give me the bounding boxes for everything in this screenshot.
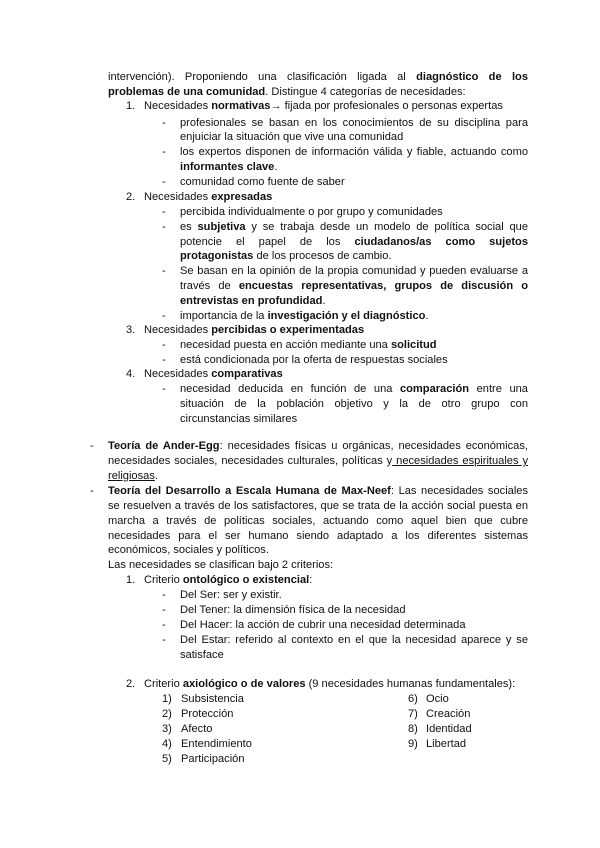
need-4-number: 4. [126, 368, 136, 380]
need-item: Participación [181, 753, 245, 765]
bullet: - [162, 146, 166, 158]
need-1-heading: 1. [126, 100, 136, 112]
need-1-bullet-1-cont: enjuiciar la situación que vive una comunidad [180, 131, 404, 143]
need-item: Identidad [426, 723, 472, 735]
max-neef-line-2: se resuelven a través de los satisfactores, que se trata de la acción social puesta en [108, 500, 528, 512]
max-neef-line-3: marcha a través de políticas sociales, actuando como aquel bien que cubre [108, 515, 528, 527]
need-3-title: Necesidades percibidas o experimentadas [144, 324, 365, 336]
need-2-bullet-2-cont2: protagonistas de los procesos de cambio. [180, 250, 392, 262]
need-1-bullet-2-cont: informantes clave. [180, 161, 278, 173]
criterio-1-item-cont: satisface [180, 649, 224, 661]
max-neef-line-6: Las necesidades se clasifican bajo 2 criterios: [108, 559, 334, 571]
need-4-title: Necesidades comparativas [144, 368, 283, 380]
need-1-bullet-1: profesionales se basan en los conocimientos de su disciplina para [180, 117, 528, 129]
max-neef-line-5: económicos, sociales y políticos. [108, 544, 269, 556]
bullet: - [162, 310, 166, 322]
criterio-1-item: Del Estar: referido al contexto en el que la necesidad aparece y se [180, 634, 528, 646]
need-item: Protección [181, 708, 234, 720]
need-3-bullet-1: necesidad puesta en acción mediante una solicitud [180, 339, 437, 351]
bullet: - [162, 221, 166, 233]
criterio-2-number: 2. [126, 678, 136, 690]
bullet: - [162, 383, 166, 395]
need-2-title: Necesidades expresadas [144, 191, 273, 203]
intro-line-2: problemas de una comunidad. Distingue 4 categorías de necesidades: [108, 86, 466, 98]
criterio-1-item: Del Ser: ser y existir. [180, 589, 282, 601]
need-2-bullet-4: importancia de la investigación y el diagnóstico. [180, 310, 429, 322]
bullet: - [162, 589, 166, 601]
need-3-number: 3. [126, 324, 136, 336]
criterio-1-number: 1. [126, 574, 136, 586]
need-1-bullet-2: los expertos disponen de información válida y fiable, actuando como [180, 146, 528, 158]
need-2-bullet-3-cont: través de encuestas representativas, grupos de discusión o [180, 280, 529, 292]
need-1-bullet-3: comunidad como fuente de saber [180, 176, 345, 188]
need-number: 8) [408, 723, 418, 735]
need-4-bullet-1-cont: situación de la población objetivo y la de otro grupo con [180, 398, 528, 410]
need-item: Afecto [181, 723, 213, 735]
need-2-bullet-3: Se basan en la opinión de la propia comunidad y pueden evaluarse a [180, 265, 528, 277]
criterio-1-title: Criterio ontológico o existencial: [144, 574, 313, 586]
need-item: Libertad [426, 738, 467, 750]
bullet: - [162, 206, 166, 218]
need-number: 7) [408, 708, 418, 720]
need-3-bullet-2: está condicionada por la oferta de respuestas sociales [180, 354, 448, 366]
need-2-bullet-3-cont2: entrevistas en profundidad. [180, 295, 326, 307]
need-number: 5) [162, 753, 172, 765]
max-neef-line-4: necesidades para el ser humano siendo adaptado a los diferentes sistemas [108, 530, 528, 542]
ander-egg-line-1: Teoría de Ander-Egg: necesidades físicas u orgánicas, necesidades económicas, [108, 440, 528, 452]
ander-egg-line-2: necesidades sociales, necesidades culturales, políticas y necesidades espirituales y [108, 455, 528, 467]
need-item: Creación [426, 708, 471, 720]
ander-egg-line-3: religiosas. [108, 470, 158, 482]
max-neef-dash: - [90, 485, 94, 497]
need-item: Subsistencia [181, 693, 244, 705]
bullet: - [162, 604, 166, 616]
need-number: 2) [162, 708, 172, 720]
max-neef-line-1: Teoría del Desarrollo a Escala Humana de Max-Neef: Las necesidades sociales [108, 485, 529, 497]
need-1-title: Necesidades normativas→ fijada por profesionales o personas expertas [144, 100, 503, 112]
need-item: Entendimiento [181, 738, 252, 750]
need-2-bullet-2: es subjetiva y se trabaja desde un modelo de política social que [180, 221, 528, 233]
need-4-bullet-1-cont2: circunstancias similares [180, 413, 298, 425]
bullet: - [162, 339, 166, 351]
bullet: - [162, 619, 166, 631]
need-number: 1) [162, 693, 172, 705]
bullet: - [162, 354, 166, 366]
ander-egg-dash: - [90, 440, 94, 452]
criterio-1-item: Del Tener: la dimensión física de la necesidad [180, 604, 406, 616]
need-2-bullet-1: percibida individualmente o por grupo y comunidades [180, 206, 443, 218]
criterio-2-title: Criterio axiológico o de valores (9 necesidades humanas fundamentales): [144, 678, 516, 690]
bullet: - [162, 634, 166, 646]
bullet: - [162, 117, 166, 129]
bullet: - [162, 265, 166, 277]
need-item: Ocio [426, 693, 449, 705]
need-2-bullet-2-cont: potencie el papel de los ciudadanos/as como sujetos [180, 236, 529, 248]
need-4-bullet-1: necesidad deducida en función de una comparación entre una [180, 383, 528, 395]
need-2-number: 2. [126, 191, 136, 203]
criterio-1-item: Del Hacer: la acción de cubrir una necesidad determinada [180, 619, 466, 631]
need-number: 4) [162, 738, 172, 750]
need-number: 3) [162, 723, 172, 735]
intro-line-1: intervención). Proponiendo una clasificación ligada al diagnóstico de los [108, 71, 528, 83]
need-number: 9) [408, 738, 418, 750]
bullet: - [162, 176, 166, 188]
need-number: 6) [408, 693, 418, 705]
